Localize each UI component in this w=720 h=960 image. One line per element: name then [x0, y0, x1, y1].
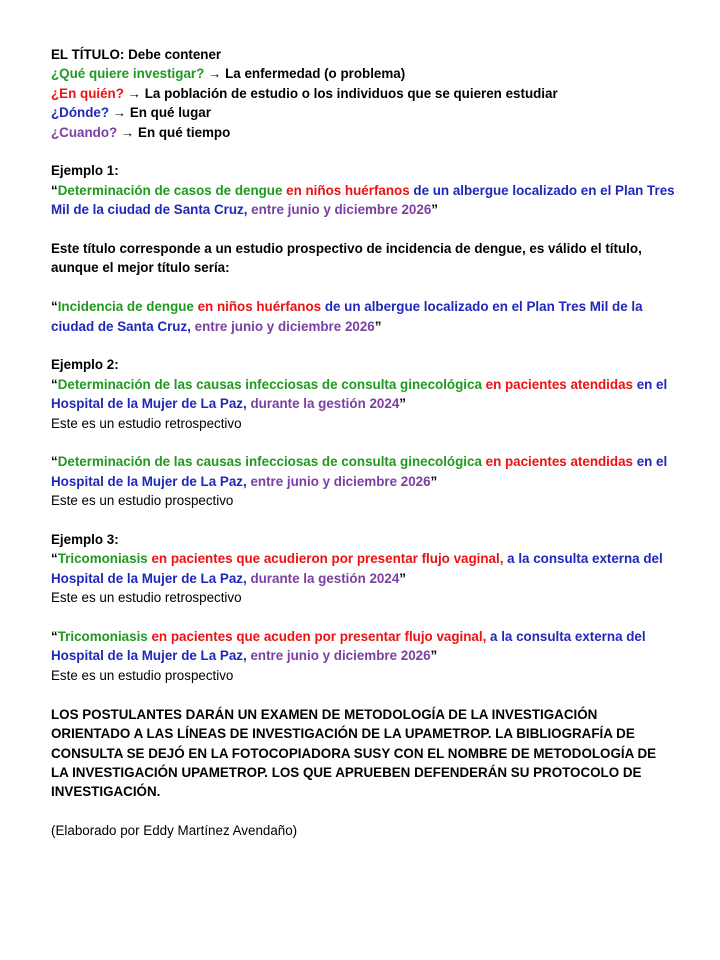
question-where: [51, 103, 677, 122]
title-when: entre junio y diciembre 2026: [246, 648, 431, 664]
title-who: en niños huérfanos: [193, 299, 322, 315]
quote-close: ”: [399, 570, 406, 586]
title-where: a la consulta externa del Hospital de la Mujer de La Paz: [51, 551, 663, 586]
title-comma: ,: [187, 318, 191, 334]
example2-label: Ejemplo 2:: [51, 357, 119, 373]
title-who: en pacientes que acudieron por presentar flujo vaginal,: [147, 551, 504, 567]
example1-title-a: [51, 181, 677, 220]
title-when: durante la gestión 2024: [246, 396, 400, 412]
quote-open: “: [51, 376, 58, 392]
title-comma: ,: [242, 648, 247, 664]
example1-comment: Este título corresponde a un estudio prospectivo de incidencia de dengue, es válido el título, aunque el mejor título sería:: [51, 241, 642, 276]
title-where: de un albergue localizado en el Plan Tres Mil de la ciudad de Santa Cruz: [51, 299, 643, 334]
example2-note-b: Este es un estudio prospectivo: [51, 493, 234, 509]
author-credit: (Elaborado por Eddy Martínez Avendaño): [51, 823, 298, 839]
title-who: en niños huérfanos: [282, 182, 410, 198]
example2-title-a: [51, 375, 677, 414]
example3-label: Ejemplo 3:: [51, 532, 119, 548]
title-when: entre junio y diciembre 2026: [190, 318, 375, 334]
question-who-answer: → La población de estudio o los individuos que se quieren estudiar: [123, 85, 558, 101]
example3-note-b: Este es un estudio prospectivo: [51, 667, 234, 683]
question-what-answer: → La enfermedad (o problema): [204, 66, 406, 82]
title-when: durante la gestión 2024: [246, 570, 400, 586]
title-what: Determinación de las causas infecciosas de consulta ginecológica: [57, 376, 482, 392]
example3-note-a: Este es un estudio retrospectivo: [51, 590, 242, 606]
quote-open: “: [51, 182, 58, 198]
question-where-label: ¿Dónde?: [51, 105, 110, 121]
quote-close: ”: [431, 202, 438, 218]
quote-close: ”: [399, 396, 406, 412]
example2-title-b: [51, 452, 677, 491]
title-comma: ,: [242, 570, 247, 586]
title-where: en el Hospital de la Mujer de La Paz: [51, 454, 668, 489]
title-who: en pacientes atendidas: [481, 454, 633, 470]
title-who: en pacientes que acuden por presentar flujo vaginal,: [147, 629, 487, 645]
example3-title-a: [51, 549, 677, 588]
example3-title-b: [51, 627, 677, 666]
title-where: en el Hospital de la Mujer de La Paz: [51, 376, 668, 412]
title-heading: EL TÍTULO: Debe contener: [51, 47, 222, 62]
question-when: [51, 123, 677, 142]
example1-title-b: [51, 297, 677, 336]
quote-close: ”: [374, 318, 382, 334]
question-what: [51, 64, 677, 83]
question-where-answer: → En qué lugar: [109, 105, 211, 121]
title-what: Tricomoniasis: [57, 629, 148, 645]
title-comma: ,: [242, 473, 247, 489]
document-page: [51, 45, 677, 841]
title-what: Determinación de casos de dengue: [57, 182, 283, 198]
quote-open: “: [51, 454, 58, 470]
quote-open: “: [51, 629, 58, 645]
title-where: a la consulta externa del Hospital de la Mujer de La Paz: [51, 629, 646, 664]
title-what: Tricomoniasis: [57, 551, 148, 567]
quote-open: “: [51, 299, 58, 315]
title-what: Determinación de las causas infecciosas de consulta ginecológica: [57, 454, 482, 470]
question-when-label: ¿Cuando?: [51, 124, 118, 140]
question-who-label: ¿En quién?: [51, 85, 124, 101]
title-where: de un albergue localizado en el Plan Tres Mil de la ciudad de Santa Cruz: [51, 182, 675, 218]
title-comma: ,: [243, 202, 248, 218]
quote-close: ”: [430, 648, 438, 664]
question-when-answer: → En qué tiempo: [117, 124, 231, 140]
question-what-label: ¿Qué quiere investigar?: [51, 66, 205, 82]
question-who: [51, 84, 677, 103]
exam-notice: LOS POSTULANTES DARÁN UN EXAMEN DE METODOLOGÍA DE LA INVESTIGACIÓN ORIENTADO A LAS LÍNEAS DE INVESTIGACIÓN DE LA UPAMETROP. LA BIBLIOGRAFÍA DE CONSULTA SE DEJÓ EN LA FOTOCOPIADORA SUSY CON EL NOMBRE DE METODOLOGÍA DE LA INVESTIGACIÓN UPAMETROP. LOS QUE APRUEBEN DEFENDERÁN SU PROTOCOLO DE INVESTIGACIÓN.: [51, 706, 657, 800]
example2-note-a: Este es un estudio retrospectivo: [51, 415, 242, 431]
title-comma: ,: [242, 396, 247, 412]
title-what: Incidencia de dengue: [57, 299, 194, 315]
quote-open: “: [51, 551, 58, 567]
title-who: en pacientes atendidas: [481, 376, 633, 392]
title-when: entre junio y diciembre 2026: [247, 202, 432, 218]
title-when: entre junio y diciembre 2026: [246, 473, 431, 489]
quote-close: ”: [430, 473, 438, 489]
example1-label: Ejemplo 1:: [51, 163, 119, 179]
